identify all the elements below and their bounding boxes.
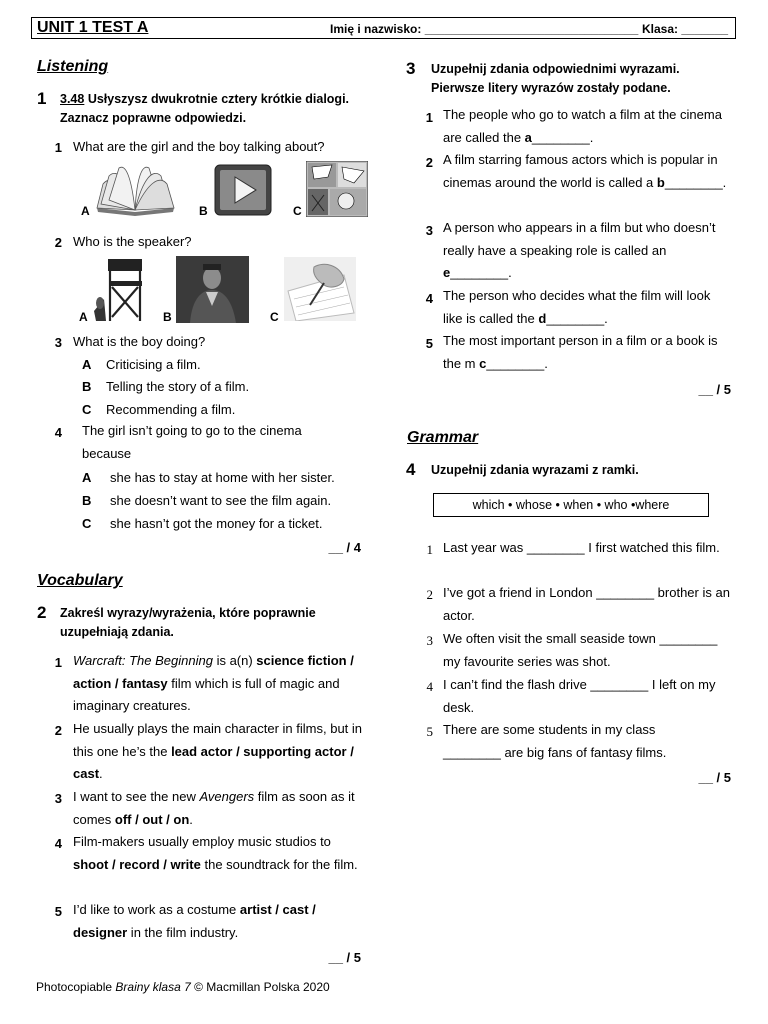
q4-text: The girl isn’t going to go to the cinema because <box>82 423 302 461</box>
q3-number: 3 <box>54 335 62 350</box>
q3-option-b-letter: B <box>82 379 92 394</box>
ex4-item-4-number: 4 <box>426 679 433 694</box>
ex4-item-5-number: 5 <box>426 724 433 739</box>
q2-text: Who is the speaker? <box>73 234 192 249</box>
test-header <box>31 17 736 39</box>
exercise-4-instruction: Uzupełnij zdania wyrazami z ramki. <box>431 463 639 477</box>
ex3-item-3: A person who appears in a film but who doesn’t really have a speaking role is called an e________. <box>443 220 716 281</box>
unit-title: UNIT 1 TEST A <box>37 19 149 36</box>
ex3-item-2: A film starring famous actors which is popular in cinemas around the world is called a b________. <box>443 152 727 190</box>
vocabulary-title: Vocabulary <box>37 572 123 589</box>
q2-label-a: A <box>79 310 88 324</box>
q4-option-b-letter: B <box>82 493 92 508</box>
exercise-3-score: __ / 5 <box>698 382 731 397</box>
ex2-item-5-number: 5 <box>54 904 62 919</box>
ex4-item-1-number: 1 <box>426 542 433 557</box>
ex3-item-4: The person who decides what the film will look like is called the d________. <box>443 288 711 326</box>
ex2-item-4-number: 4 <box>54 836 62 851</box>
ex3-item-1-blank[interactable]: ________. <box>531 129 594 145</box>
exercise-3-instruction: Uzupełnij zdania odpowiednimi wyrazami. Pierwsze litery wyrazów zostały podane. <box>431 62 680 95</box>
ex2-item-1-number: 1 <box>54 655 62 670</box>
ex3-item-3-blank[interactable]: ________. <box>450 265 512 281</box>
exercise-1-number: 1 <box>37 89 47 108</box>
ex3-item-5: The most important person in a film or a book is the m c________. <box>443 333 718 371</box>
ex4-item-4[interactable]: I can’t find the flash drive ________ I left on my desk. <box>443 677 716 715</box>
play-button-picture <box>214 164 272 216</box>
ex3-item-2-number: 2 <box>425 155 433 170</box>
q2-number: 2 <box>54 235 62 250</box>
q4-option-a-letter: A <box>82 470 92 485</box>
director-chair-picture <box>92 255 152 323</box>
ex3-item-2-blank[interactable]: ________. <box>664 174 727 190</box>
ex3-item-5-blank[interactable]: ________. <box>486 355 548 371</box>
ex3-item-4-blank[interactable]: ________. <box>546 310 608 326</box>
q4-option-c-letter: C <box>82 516 92 531</box>
open-book-picture <box>93 164 178 216</box>
q1-number: 1 <box>54 140 62 155</box>
actor-picture <box>176 256 249 323</box>
ex4-item-3[interactable]: We often visit the small seaside town ________ my favourite series was shot. <box>443 631 718 669</box>
grammar-title: Grammar <box>407 429 479 446</box>
q3-option-c-letter: C <box>82 402 92 417</box>
exercise-1-instruction: 3.48 Usłyszysz dwukrotnie cztery krótkie dialogi. Zaznacz poprawne odpowiedzi. <box>60 92 350 125</box>
ex2-item-5: I’d like to work as a costume artist / cast / designer in the film industry. <box>73 902 316 940</box>
ex2-item-1-choices[interactable]: science fiction / action / fantasy <box>73 653 354 691</box>
q2-label-c: C <box>270 310 279 324</box>
ex2-item-3-number: 3 <box>54 791 62 806</box>
exercise-2-number: 2 <box>37 603 47 622</box>
ex2-item-3: I want to see the new Avengers film as soon as it comes off / out / on. <box>73 789 355 827</box>
ex4-item-3-number: 3 <box>426 633 433 648</box>
q3-option-b[interactable]: Telling the story of a film. <box>106 379 250 394</box>
exercise-3-number: 3 <box>406 59 416 78</box>
name-field[interactable]: Imię i nazwisko: ________________________________ <box>330 22 639 36</box>
exercise-4-number: 4 <box>406 460 416 479</box>
ex2-item-4-choices[interactable]: shoot / record / write <box>73 856 201 872</box>
q4-option-b[interactable]: she doesn’t want to see the film again. <box>110 493 332 508</box>
word-box: which • whose • when • who •where <box>433 493 709 517</box>
exercise-1-score: __ / 4 <box>328 540 361 555</box>
q4-option-c[interactable]: she hasn’t got the money for a ticket. <box>110 516 323 531</box>
q4-option-a[interactable]: she has to stay at home with her sister. <box>110 470 335 485</box>
q2-label-b: B <box>163 310 172 324</box>
ex4-item-5[interactable]: There are some students in my class ________ are big fans of fantasy films. <box>443 722 667 760</box>
ex3-item-1-number: 1 <box>425 110 433 125</box>
writing-hand-picture <box>284 257 356 321</box>
exercise-4-score: __ / 5 <box>698 770 731 785</box>
ex2-item-2-choices[interactable]: lead actor / supporting actor / cast <box>73 743 354 782</box>
ex2-item-5-choices[interactable]: artist / cast / designer <box>73 902 316 940</box>
ex4-item-1[interactable]: Last year was ________ I first watched this film. <box>443 540 720 555</box>
ex3-item-3-number: 3 <box>425 223 433 238</box>
track-number: 3.48 <box>60 92 85 106</box>
q1-label-a: A <box>81 204 90 218</box>
ex4-item-2-number: 2 <box>426 587 433 602</box>
exercise-2-score: __ / 5 <box>328 950 361 965</box>
class-field[interactable]: Klasa: _______ <box>642 22 729 36</box>
q1-label-c: C <box>293 204 302 218</box>
ex2-item-3-choices[interactable]: off / out / on <box>114 811 190 827</box>
ex2-item-2-number: 2 <box>54 723 62 738</box>
q4-number: 4 <box>54 425 62 440</box>
q1-text: What are the girl and the boy talking about? <box>73 139 325 154</box>
ex4-item-2[interactable]: I’ve got a friend in London ________ brother is an actor. <box>443 585 730 623</box>
ex2-item-4: Film-makers usually employ music studios to shoot / record / write the soundtrack for the film. <box>73 834 358 872</box>
footer-copyright: Photocopiable Brainy klasa 7 © Macmillan Polska 2020 <box>36 980 330 994</box>
comic-strip-picture <box>306 161 368 217</box>
q3-option-a[interactable]: Criticising a film. <box>106 357 201 372</box>
q1-label-b: B <box>199 204 208 218</box>
ex2-item-1: Warcraft: The Beginning is a(n) science fiction / action / fantasy film which is full of magic and imaginary creatures. <box>73 653 354 714</box>
ex3-item-5-number: 5 <box>425 336 433 351</box>
exercise-2-instruction: Zakreśl wyrazy/wyrażenia, które poprawnie uzupełniają zdania. <box>60 606 316 639</box>
q3-option-a-letter: A <box>82 357 92 372</box>
q3-option-c[interactable]: Recommending a film. <box>106 402 236 417</box>
ex3-item-4-number: 4 <box>425 291 433 306</box>
q3-text: What is the boy doing? <box>73 334 206 349</box>
listening-title: Listening <box>37 58 109 75</box>
ex3-item-1: The people who go to watch a film at the cinema are called the a________. <box>443 107 722 145</box>
ex2-item-2: He usually plays the main character in films, but in this one he’s the lead actor / supporting actor / cast. <box>73 721 363 782</box>
